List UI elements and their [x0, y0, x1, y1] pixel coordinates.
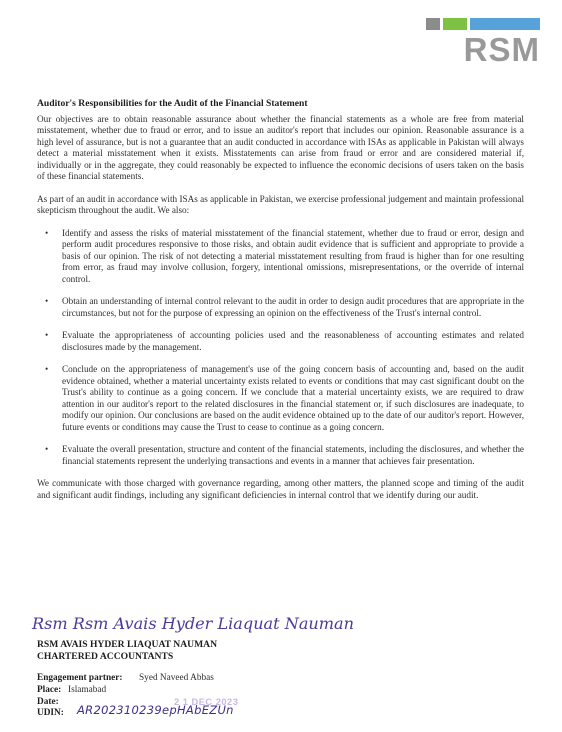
place-label: Place:: [37, 684, 62, 695]
place-value: Islamabad: [68, 684, 107, 695]
document-body: [37, 98, 524, 512]
paragraph-professional-judgement: As part of an audit in accordance with ISAs as applicable in Pakistan, we exercise professional judgement and maintain professional skepticism throughout the audit. We also:: [37, 193, 524, 215]
firm-block: [37, 639, 217, 663]
firm-designation: CHARTERED ACCOUNTANTS: [37, 651, 174, 662]
section-heading: Auditor's Responsibilities for the Audit of the Financial Statement: [37, 98, 308, 109]
list-item: • Obtain an understanding of internal control relevant to the audit in order to design audit procedures that are appropriate in the circumstances, but not for the purpose of expressing an opinion on the effectiveness of the Trust's internal control.: [37, 296, 524, 319]
partner-value: Syed Naveed Abbas: [139, 673, 214, 683]
partner-row: [37, 673, 214, 685]
logo-bar-green: [443, 18, 467, 30]
udin-label: UDIN:: [37, 708, 64, 719]
date-label: Date:: [37, 696, 59, 707]
logo-bar-grey: [426, 18, 440, 30]
list-item: • Evaluate the overall presentation, structure and content of the financial statements, including the disclosures, and whether the financial statements represent the underlying transactions and events in a manner that achieves fair presentation.: [37, 444, 524, 467]
logo-bar-blue: [470, 18, 540, 30]
rsm-logo: [428, 18, 540, 68]
responsibilities-list: [37, 228, 524, 468]
logo-wordmark: RSM: [463, 31, 540, 68]
list-item: • Conclude on the appropriateness of management's use of the going concern basis of accounting and, based on the audit evidence obtained, whether a material uncertainty exists related to events or conditions that may cast significant doubt on the Trust's ability to continue as a going concern. If we conclude that a material uncertainty exists, we are required to draw attention in our auditor's report to the related disclosures in the financial statement or, if such disclosures are inadequate, to modify our opinion. Our conclusions are based on the audit evidence obtained up to the date of our auditor's report. However, future events or conditions may cause the Trust to cease to continue as a going concern.: [37, 364, 524, 433]
udin-value: AR202310239epHAbEZUn: [77, 703, 234, 718]
udin-row: [37, 703, 234, 720]
place-row: [37, 685, 122, 697]
engagement-details: [37, 673, 239, 720]
firm-name: RSM AVAIS HYDER LIAQUAT NAUMAN: [37, 639, 217, 650]
paragraph-communication: We communicate with those charged with governance regarding, among other matters, the planned scope and timing of the audit and significant audit findings, including any significant deficiencies in internal control that we identify during our audit.: [37, 478, 524, 500]
partner-label: Engagement partner:: [37, 673, 123, 683]
handwritten-signature: [30, 608, 360, 638]
list-item: • Identify and assess the risks of material misstatement of the financial statement, whether due to fraud or error, design and perform audit procedures responsive to those risks, and obtain audit evidence that is sufficient and appropriate to provide a basis of our opinion. The risk of not detecting a material misstatement resulting from fraud is higher than for one resulting from error, as fraud may involve collusion, forgery, intentional omissions, misrepresentations, or the override of internal control.: [37, 228, 524, 286]
list-item: • Evaluate the appropriateness of accounting policies used and the reasonableness of accounting estimates and related disclosures made by the management.: [37, 330, 524, 353]
svg-text:Rsm Rsm Avais Hyder Liaquat Na: Rsm Rsm Avais Hyder Liaquat Nauman: [30, 614, 355, 633]
logo-color-bars: [426, 18, 540, 30]
paragraph-objectives: Our objectives are to obtain reasonable assurance about whether the financial statements as a whole are free from material misstatement, whether due to fraud or error, and to issue an auditor's report that includes our opinion. Reasonable assurance is a high level of assurance, but is not a guarantee that an audit conducted in accordance with ISAs as applicable in Pakistan will always detect a material misstatement when it exists. Misstatements can arise from fraud or error and are considered material if, individually or in the aggregate, they could reasonably be expected to influence the economic decisions of users taken on the basis of these financial statements.: [37, 113, 524, 181]
date-stamp: 2 1 DEC 2023: [174, 696, 239, 707]
